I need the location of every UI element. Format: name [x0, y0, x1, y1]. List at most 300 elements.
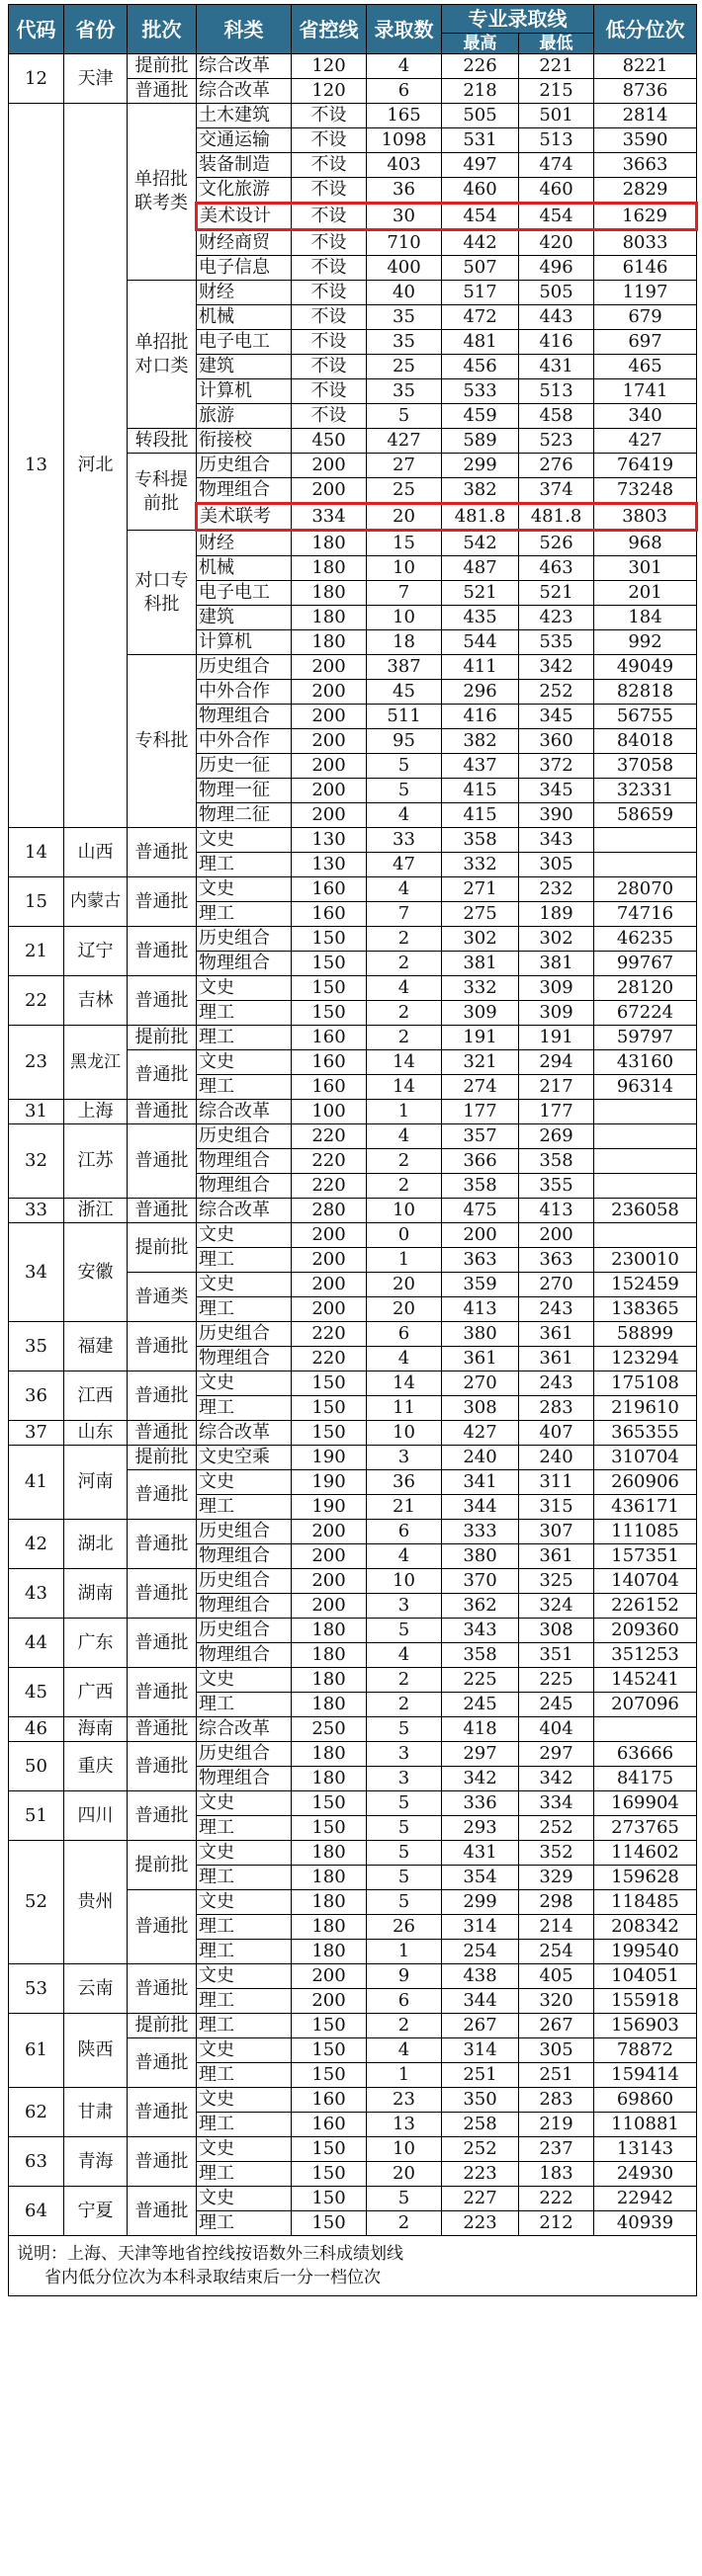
cell-admitted: 4 [367, 976, 442, 1001]
cell-control-line: 220 [292, 1124, 367, 1149]
cell-control-line: 180 [292, 1890, 367, 1915]
cell-batch: 普通批 [128, 1371, 197, 1421]
cell-admitted: 36 [367, 178, 442, 204]
cell-low-rank: 351253 [594, 1643, 697, 1668]
cell-admitted: 10 [367, 1569, 442, 1594]
cell-control-line: 150 [292, 1396, 367, 1421]
cell-admitted: 3 [367, 1446, 442, 1470]
cell-code: 23 [9, 1026, 64, 1100]
cell-province: 浙江 [64, 1199, 128, 1223]
footnote-line-2: 省内低分位次为本科录取结束后一分一档位次 [44, 2268, 381, 2287]
cell-lowest: 217 [519, 1075, 594, 1100]
cell-lowest: 463 [519, 556, 594, 581]
cell-control-line: 150 [292, 2162, 367, 2187]
table-row [9, 2137, 697, 2162]
cell-low-rank: 219610 [594, 1396, 697, 1421]
cell-admitted: 5 [367, 1717, 442, 1742]
cell-low-rank: 465 [594, 355, 697, 379]
cell-highest: 361 [442, 1347, 519, 1371]
cell-lowest: 270 [519, 1273, 594, 1297]
cell-highest: 380 [442, 1544, 519, 1569]
cell-subject: 历史组合 [197, 1520, 292, 1544]
cell-highest: 507 [442, 256, 519, 281]
table-row [9, 1569, 697, 1594]
cell-subject: 综合改革 [197, 1100, 292, 1124]
cell-low-rank: 697 [594, 330, 697, 355]
cell-control-line: 180 [292, 1643, 367, 1668]
cell-lowest: 355 [519, 1174, 594, 1199]
cell-subject: 土木建筑 [197, 104, 292, 128]
cell-low-rank: 2829 [594, 178, 697, 204]
cell-province: 河南 [64, 1446, 128, 1520]
cell-code: 53 [9, 1964, 64, 2014]
cell-admitted: 403 [367, 153, 442, 178]
cell-low-rank [594, 1717, 697, 1742]
cell-low-rank: 114602 [594, 1841, 697, 1866]
cell-subject: 电子电工 [197, 330, 292, 355]
cell-lowest: 443 [519, 305, 594, 330]
cell-subject: 美术设计 [197, 204, 292, 230]
cell-control-line: 180 [292, 1866, 367, 1890]
cell-subject: 中外合作 [197, 729, 292, 754]
cell-batch: 对口专科批 [128, 531, 197, 655]
cell-subject: 文史 [197, 1841, 292, 1866]
cell-lowest: 521 [519, 581, 594, 606]
cell-highest: 299 [442, 1890, 519, 1915]
cell-subject: 理工 [197, 2014, 292, 2038]
cell-admitted: 4 [367, 1347, 442, 1371]
cell-admitted: 2 [367, 1026, 442, 1050]
cell-subject: 美术联考 [197, 504, 292, 531]
table-row [9, 828, 697, 853]
cell-low-rank: 73248 [594, 478, 697, 504]
cell-code: 41 [9, 1446, 64, 1520]
cell-highest: 299 [442, 454, 519, 478]
cell-subject: 理工 [197, 2113, 292, 2137]
cell-subject: 理工 [197, 2162, 292, 2187]
cell-admitted: 5 [367, 754, 442, 779]
cell-lowest: 200 [519, 1223, 594, 1248]
cell-province: 湖南 [64, 1569, 128, 1619]
cell-admitted: 14 [367, 1050, 442, 1075]
cell-control-line: 150 [292, 2063, 367, 2088]
cell-low-rank: 76419 [594, 454, 697, 478]
cell-highest: 358 [442, 1643, 519, 1668]
cell-batch: 普通批 [128, 1421, 197, 1446]
cell-lowest: 381 [519, 952, 594, 976]
cell-admitted: 511 [367, 705, 442, 729]
cell-admitted: 5 [367, 1619, 442, 1643]
cell-lowest: 407 [519, 1421, 594, 1446]
cell-highest: 297 [442, 1742, 519, 1767]
cell-lowest: 329 [519, 1866, 594, 1890]
cell-admitted: 20 [367, 1273, 442, 1297]
cell-admitted: 35 [367, 379, 442, 404]
cell-control-line: 180 [292, 1915, 367, 1940]
cell-code: 45 [9, 1668, 64, 1717]
cell-low-rank: 340 [594, 404, 697, 429]
cell-low-rank: 1741 [594, 379, 697, 404]
cell-lowest: 276 [519, 454, 594, 478]
cell-low-rank: 365355 [594, 1421, 697, 1446]
cell-subject: 物理组合 [197, 1174, 292, 1199]
cell-highest: 350 [442, 2088, 519, 2113]
cell-low-rank: 84018 [594, 729, 697, 754]
cell-batch: 普通批 [128, 1520, 197, 1569]
cell-subject: 文史 [197, 877, 292, 902]
cell-batch: 提前批 [128, 2014, 197, 2038]
cell-admitted: 27 [367, 454, 442, 478]
cell-highest: 200 [442, 1223, 519, 1248]
cell-low-rank: 40939 [594, 2211, 697, 2236]
cell-code: 22 [9, 976, 64, 1026]
cell-low-rank: 260906 [594, 1470, 697, 1495]
cell-admitted: 2 [367, 1001, 442, 1026]
cell-low-rank: 201 [594, 581, 697, 606]
cell-batch: 普通批 [128, 1322, 197, 1371]
cell-low-rank: 37058 [594, 754, 697, 779]
cell-control-line: 220 [292, 1322, 367, 1347]
cell-low-rank: 8221 [594, 54, 697, 79]
cell-control-line: 150 [292, 1421, 367, 1446]
cell-province: 宁夏 [64, 2187, 128, 2236]
cell-control-line: 不设 [292, 128, 367, 153]
table-row [9, 1100, 697, 1124]
cell-lowest: 460 [519, 178, 594, 204]
cell-highest: 380 [442, 1322, 519, 1347]
cell-admitted: 2 [367, 952, 442, 976]
cell-low-rank: 2814 [594, 104, 697, 128]
cell-code: 14 [9, 828, 64, 877]
cell-subject: 文史 [197, 1371, 292, 1396]
cell-low-rank: 1629 [594, 204, 697, 230]
cell-control-line: 220 [292, 1347, 367, 1371]
cell-highest: 314 [442, 2038, 519, 2063]
cell-code: 42 [9, 1520, 64, 1569]
cell-highest: 475 [442, 1199, 519, 1223]
cell-control-line: 200 [292, 1273, 367, 1297]
cell-control-line: 150 [292, 952, 367, 976]
cell-highest: 254 [442, 1940, 519, 1964]
cell-highest: 505 [442, 104, 519, 128]
cell-batch: 普通批 [128, 79, 197, 104]
cell-subject: 理工 [197, 853, 292, 877]
cell-low-rank: 184 [594, 606, 697, 630]
cell-admitted: 7 [367, 902, 442, 927]
cell-control-line: 200 [292, 1520, 367, 1544]
cell-lowest: 496 [519, 256, 594, 281]
cell-highest: 521 [442, 581, 519, 606]
cell-highest: 381 [442, 952, 519, 976]
cell-lowest: 501 [519, 104, 594, 128]
cell-batch: 单招批联考类 [128, 104, 197, 281]
cell-batch: 普通批 [128, 1470, 197, 1520]
cell-low-rank: 209360 [594, 1619, 697, 1643]
cell-admitted: 3 [367, 1742, 442, 1767]
cell-admitted: 2 [367, 1149, 442, 1174]
cell-admitted: 2 [367, 1174, 442, 1199]
cell-code: 64 [9, 2187, 64, 2236]
cell-admitted: 35 [367, 305, 442, 330]
cell-admitted: 4 [367, 54, 442, 79]
cell-subject: 物理组合 [197, 705, 292, 729]
cell-low-rank: 123294 [594, 1347, 697, 1371]
cell-province: 广东 [64, 1619, 128, 1668]
cell-highest: 223 [442, 2162, 519, 2187]
cell-lowest: 297 [519, 1742, 594, 1767]
cell-province: 江苏 [64, 1124, 128, 1199]
cell-batch: 普通批 [128, 1199, 197, 1223]
cell-lowest: 214 [519, 1915, 594, 1940]
cell-admitted: 35 [367, 330, 442, 355]
cell-highest: 481 [442, 330, 519, 355]
cell-highest: 223 [442, 2211, 519, 2236]
cell-subject: 物理二征 [197, 803, 292, 828]
cell-subject: 历史一征 [197, 754, 292, 779]
cell-batch: 普通批 [128, 2038, 197, 2088]
cell-admitted: 47 [367, 853, 442, 877]
cell-low-rank: 175108 [594, 1371, 697, 1396]
cell-subject: 建筑 [197, 355, 292, 379]
cell-code: 35 [9, 1322, 64, 1371]
cell-admitted: 9 [367, 1964, 442, 1989]
cell-highest: 517 [442, 281, 519, 305]
cell-control-line: 180 [292, 606, 367, 630]
cell-highest: 191 [442, 1026, 519, 1050]
cell-low-rank: 13143 [594, 2137, 697, 2162]
cell-control-line: 150 [292, 1791, 367, 1816]
cell-subject: 衔接校 [197, 429, 292, 454]
header-subject: 科类 [197, 5, 292, 54]
cell-admitted: 3 [367, 1767, 442, 1791]
cell-lowest: 283 [519, 1396, 594, 1421]
cell-low-rank: 43160 [594, 1050, 697, 1075]
cell-control-line: 200 [292, 1594, 367, 1619]
cell-lowest: 363 [519, 1248, 594, 1273]
cell-admitted: 33 [367, 828, 442, 853]
cell-highest: 531 [442, 128, 519, 153]
cell-lowest: 324 [519, 1594, 594, 1619]
cell-subject: 计算机 [197, 379, 292, 404]
cell-low-rank: 3663 [594, 153, 697, 178]
cell-admitted: 20 [367, 1297, 442, 1322]
cell-lowest: 240 [519, 1446, 594, 1470]
cell-province: 吉林 [64, 976, 128, 1026]
cell-admitted: 20 [367, 2162, 442, 2187]
cell-province: 内蒙古 [64, 877, 128, 927]
cell-admitted: 14 [367, 1371, 442, 1396]
cell-control-line: 180 [292, 1619, 367, 1643]
cell-highest: 332 [442, 976, 519, 1001]
cell-code: 36 [9, 1371, 64, 1421]
cell-province: 青海 [64, 2137, 128, 2187]
header-admitted: 录取数 [367, 5, 442, 54]
cell-low-rank: 310704 [594, 1446, 697, 1470]
cell-low-rank: 59797 [594, 1026, 697, 1050]
cell-low-rank: 104051 [594, 1964, 697, 1989]
cell-highest: 332 [442, 853, 519, 877]
cell-highest: 435 [442, 606, 519, 630]
cell-subject: 综合改革 [197, 54, 292, 79]
cell-highest: 382 [442, 729, 519, 754]
cell-batch: 普通批 [128, 877, 197, 927]
cell-admitted: 6 [367, 1989, 442, 2014]
cell-highest: 366 [442, 1149, 519, 1174]
cell-subject: 综合改革 [197, 1421, 292, 1446]
cell-highest: 481.8 [442, 504, 519, 531]
cell-lowest: 243 [519, 1297, 594, 1322]
cell-admitted: 427 [367, 429, 442, 454]
cell-admitted: 4 [367, 803, 442, 828]
cell-subject: 综合改革 [197, 1199, 292, 1223]
cell-subject: 理工 [197, 1866, 292, 1890]
cell-subject: 历史组合 [197, 1569, 292, 1594]
cell-subject: 历史组合 [197, 1619, 292, 1643]
table-row [9, 1322, 697, 1347]
cell-low-rank: 273765 [594, 1816, 697, 1841]
cell-admitted: 10 [367, 556, 442, 581]
cell-highest: 472 [442, 305, 519, 330]
table-row [9, 1668, 697, 1693]
cell-highest: 267 [442, 2014, 519, 2038]
cell-lowest: 513 [519, 128, 594, 153]
cell-lowest: 535 [519, 630, 594, 655]
cell-subject: 理工 [197, 1248, 292, 1273]
cell-subject: 理工 [197, 1495, 292, 1520]
cell-subject: 物理组合 [197, 478, 292, 504]
cell-batch: 普通批 [128, 2137, 197, 2187]
cell-low-rank: 82818 [594, 680, 697, 705]
cell-highest: 358 [442, 1174, 519, 1199]
cell-lowest: 320 [519, 1989, 594, 2014]
cell-admitted: 10 [367, 606, 442, 630]
footnote [9, 2236, 697, 2296]
cell-province: 天津 [64, 54, 128, 104]
cell-lowest: 225 [519, 1668, 594, 1693]
cell-control-line: 160 [292, 1075, 367, 1100]
cell-code: 37 [9, 1421, 64, 1446]
cell-low-rank: 1197 [594, 281, 697, 305]
cell-control-line: 200 [292, 729, 367, 754]
cell-lowest: 222 [519, 2187, 594, 2211]
cell-control-line: 150 [292, 2014, 367, 2038]
cell-highest: 342 [442, 1767, 519, 1791]
cell-control-line: 120 [292, 79, 367, 104]
cell-control-line: 250 [292, 1717, 367, 1742]
cell-control-line: 334 [292, 504, 367, 531]
cell-lowest: 221 [519, 54, 594, 79]
cell-low-rank: 145241 [594, 1668, 697, 1693]
cell-control-line: 160 [292, 902, 367, 927]
cell-control-line: 190 [292, 1446, 367, 1470]
cell-batch: 普通批 [128, 1668, 197, 1717]
cell-control-line: 180 [292, 556, 367, 581]
cell-control-line: 160 [292, 1026, 367, 1050]
cell-control-line: 180 [292, 531, 367, 556]
cell-code: 52 [9, 1841, 64, 1964]
cell-highest: 271 [442, 877, 519, 902]
cell-control-line: 160 [292, 877, 367, 902]
cell-admitted: 11 [367, 1396, 442, 1421]
cell-admitted: 95 [367, 729, 442, 754]
cell-lowest: 252 [519, 1816, 594, 1841]
cell-admitted: 18 [367, 630, 442, 655]
cell-control-line: 150 [292, 1371, 367, 1396]
cell-subject: 文史 [197, 1470, 292, 1495]
cell-admitted: 4 [367, 877, 442, 902]
cell-province: 陕西 [64, 2014, 128, 2088]
cell-subject: 历史组合 [197, 1124, 292, 1149]
cell-code: 43 [9, 1569, 64, 1619]
header-batch: 批次 [128, 5, 197, 54]
cell-control-line: 160 [292, 1050, 367, 1075]
cell-low-rank: 199540 [594, 1940, 697, 1964]
cell-lowest: 505 [519, 281, 594, 305]
cell-subject: 计算机 [197, 630, 292, 655]
cell-highest: 544 [442, 630, 519, 655]
cell-control-line: 150 [292, 927, 367, 952]
cell-highest: 226 [442, 54, 519, 79]
cell-subject: 文史 [197, 976, 292, 1001]
cell-highest: 302 [442, 927, 519, 952]
cell-lowest: 360 [519, 729, 594, 754]
cell-lowest: 311 [519, 1470, 594, 1495]
cell-subject: 理工 [197, 1915, 292, 1940]
cell-low-rank: 67224 [594, 1001, 697, 1026]
cell-lowest: 189 [519, 902, 594, 927]
cell-subject: 建筑 [197, 606, 292, 630]
cell-subject: 文史 [197, 1050, 292, 1075]
cell-subject: 中外合作 [197, 680, 292, 705]
cell-lowest: 431 [519, 355, 594, 379]
cell-low-rank: 157351 [594, 1544, 697, 1569]
cell-highest: 227 [442, 2187, 519, 2211]
cell-admitted: 710 [367, 230, 442, 256]
cell-low-rank: 84175 [594, 1767, 697, 1791]
cell-low-rank: 8736 [594, 79, 697, 104]
table-row [9, 1026, 697, 1050]
cell-province: 福建 [64, 1322, 128, 1371]
cell-highest: 354 [442, 1866, 519, 1890]
cell-batch: 提前批 [128, 54, 197, 79]
cell-province: 山东 [64, 1421, 128, 1446]
cell-low-rank: 226152 [594, 1594, 697, 1619]
cell-lowest: 252 [519, 680, 594, 705]
cell-lowest: 325 [519, 1569, 594, 1594]
cell-admitted: 15 [367, 531, 442, 556]
cell-subject: 文史 [197, 1273, 292, 1297]
cell-subject: 历史组合 [197, 927, 292, 952]
cell-lowest: 513 [519, 379, 594, 404]
cell-lowest: 309 [519, 976, 594, 1001]
cell-low-rank: 58659 [594, 803, 697, 828]
cell-subject: 文史 [197, 1668, 292, 1693]
table-row [9, 1791, 697, 1816]
cell-admitted: 5 [367, 1866, 442, 1890]
cell-control-line: 180 [292, 630, 367, 655]
cell-lowest: 361 [519, 1347, 594, 1371]
cell-admitted: 6 [367, 1520, 442, 1544]
cell-subject: 物理组合 [197, 1544, 292, 1569]
cell-highest: 411 [442, 655, 519, 680]
cell-lowest: 245 [519, 1693, 594, 1717]
cell-highest: 362 [442, 1594, 519, 1619]
cell-admitted: 1 [367, 1100, 442, 1124]
cell-batch: 转段批 [128, 429, 197, 454]
cell-control-line: 不设 [292, 305, 367, 330]
cell-subject: 理工 [197, 1816, 292, 1841]
table-header [9, 5, 697, 54]
